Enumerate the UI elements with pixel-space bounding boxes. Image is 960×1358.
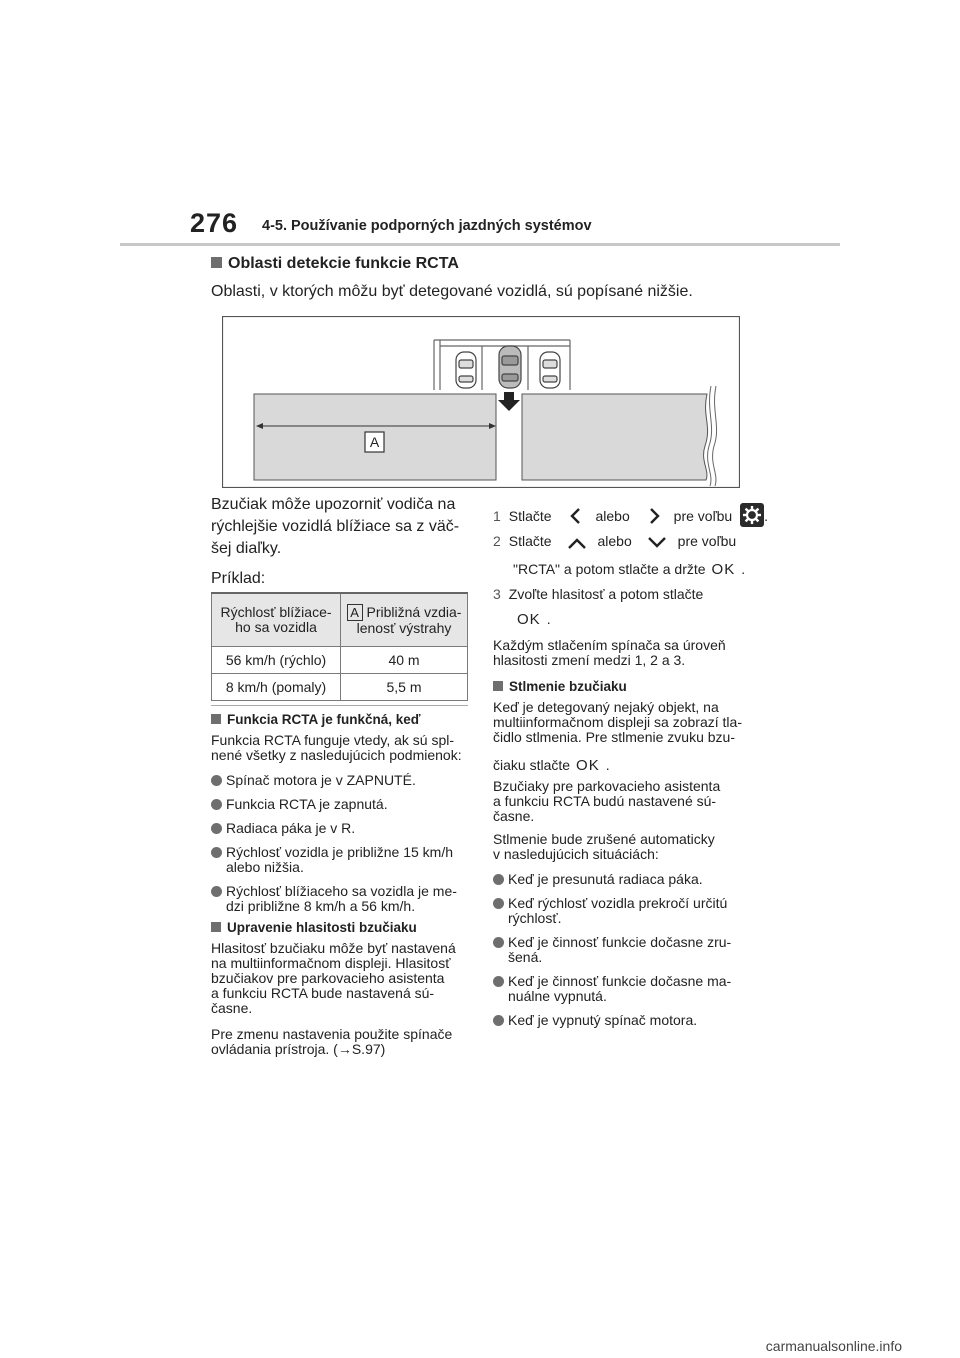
mute-heading: Stlmenie bzučiaku [493, 679, 627, 694]
divider [211, 705, 468, 706]
table-row: 56 km/h (rýchlo) 40 m [212, 647, 468, 674]
page-number: 276 [190, 208, 239, 238]
function-text: Funkcia RCTA funguje vtedy, ak sú spl- nené všetky z nasledujúcich podmienok: [211, 732, 462, 763]
step-2-continued: "RCTA" a potom stlačte a držte OK . [513, 561, 746, 578]
list-item: Keď je činnosť funkcie dočasne zru- šená. [493, 935, 731, 965]
level-text: Každým stlačením spínača sa úroveň hlasitosti zmení medzi 1, 2 a 3. [493, 637, 726, 668]
list-item: Rýchlosť vozidla je približne 15 km/h alebo nižšia. [211, 845, 457, 875]
settings-change-text: Pre zmenu nastavenia použite spínače ovládania prístroja. (→S.97) [211, 1026, 453, 1057]
chevron-up-icon [568, 537, 586, 549]
volume-heading: Upravenie hlasitosti bzučiaku [211, 920, 417, 935]
mute-text: Keď je detegovaný nejaký objekt, na multiinformačnom displeji sa zobrazí tla- čidlo stlmenia. Pre stlmenie zvuku bzu- [493, 699, 742, 745]
step-3-continued: OK . [517, 611, 551, 628]
condition-list [211, 773, 457, 914]
round-bullet-icon [493, 1015, 504, 1026]
ok-button-icon: OK [517, 611, 541, 628]
round-bullet-icon [211, 823, 222, 834]
square-bullet-icon [211, 922, 221, 932]
square-bullet-icon [211, 714, 221, 724]
function-heading: Funkcia RCTA je funkčná, keď [211, 712, 421, 727]
round-bullet-icon [493, 874, 504, 885]
square-bullet-icon [493, 681, 503, 691]
reversing-car [499, 346, 521, 388]
warning-paragraph: Bzučiak môže upozorniť vodiča na rýchlejšie vozidlá blížiace sa z väč- šej diaľky. [211, 496, 460, 557]
step-3: 3 Zvoľte hlasitosť a potom stlačte [493, 586, 704, 602]
list-item: Keď je vypnutý spínač motora. [493, 1013, 731, 1028]
round-bullet-icon [211, 799, 222, 810]
volume-text: Hlasitosť bzučiaku môže byť nastavená na multiinformačnom displeji. Hlasitosť bzučiakov pre parkovacieho asistenta a funkciu RCTA bude nastavená sú- časne. [211, 940, 456, 1016]
chevron-right-icon [646, 508, 662, 524]
settings-gear-icon [740, 503, 764, 527]
parked-car-right [540, 352, 560, 388]
step-1: 1 Stlačte alebo pre voľbu . [493, 503, 768, 527]
round-bullet-icon [211, 886, 222, 897]
cancel-text: Stlmenie bude zrušené automaticky v nasledujúcich situáciách: [493, 831, 715, 862]
range-label: A [369, 434, 380, 450]
list-item: Radiaca páka je v R. [211, 821, 457, 836]
table-header-distance: A Približná vzdia- lenosť výstrahy [341, 593, 468, 647]
section-intro: Oblasti, v ktorých môžu byť detegované vozidlá, sú popísané nižšie. [211, 283, 693, 300]
example-label: Príklad: [211, 570, 266, 587]
cancel-conditions-list [493, 872, 731, 1028]
square-bullet-icon [211, 257, 222, 268]
table-row: 8 km/h (pomaly) 5,5 m [212, 674, 468, 701]
arrow-right-icon: → [337, 1041, 352, 1057]
mute-press-text: čiaku stlačte OK . [493, 757, 610, 774]
round-bullet-icon [493, 898, 504, 909]
chevron-left-icon [568, 508, 584, 524]
distance-table [211, 592, 468, 701]
chapter-title: 4-5. Používanie podporných jazdných systémov [262, 218, 592, 234]
list-item: Keď je činnosť funkcie dočasne ma- nuálne vypnutá. [493, 974, 731, 1004]
chevron-down-icon [648, 537, 666, 549]
round-bullet-icon [211, 775, 222, 786]
step-2: 2 Stlačte alebo pre voľbu [493, 533, 737, 549]
detection-zone-right [522, 394, 708, 480]
round-bullet-icon [211, 847, 222, 858]
table-header-speed: Rýchlosť blížiace- ho sa vozidla [212, 593, 341, 647]
round-bullet-icon [493, 937, 504, 948]
list-item: Funkcia RCTA je zapnutá. [211, 797, 457, 812]
rcta-detection-diagram [222, 316, 740, 488]
list-item: Rýchlosť blížiaceho sa vozidla je me- dzi približne 8 km/h a 56 km/h. [211, 884, 457, 914]
list-item: Keď je presunutá radiaca páka. [493, 872, 731, 887]
ok-button-icon: OK [711, 561, 736, 578]
header-divider [120, 243, 840, 246]
round-bullet-icon [493, 976, 504, 987]
list-item: Spínač motora je v ZAPNUTÉ. [211, 773, 457, 788]
section-heading: Oblasti detekcie funkcie RCTA [211, 255, 459, 273]
parked-car-left [456, 352, 476, 388]
simultaneous-text: Bzučiaky pre parkovacieho asistenta a funkciu RCTA budú nastavené sú- časne. [493, 778, 721, 824]
watermark: carmanualsonline.info [765, 1338, 902, 1354]
ok-button-icon: OK [576, 757, 600, 774]
list-item: Keď rýchlosť vozidla prekročí určitú rýchlosť. [493, 896, 731, 926]
